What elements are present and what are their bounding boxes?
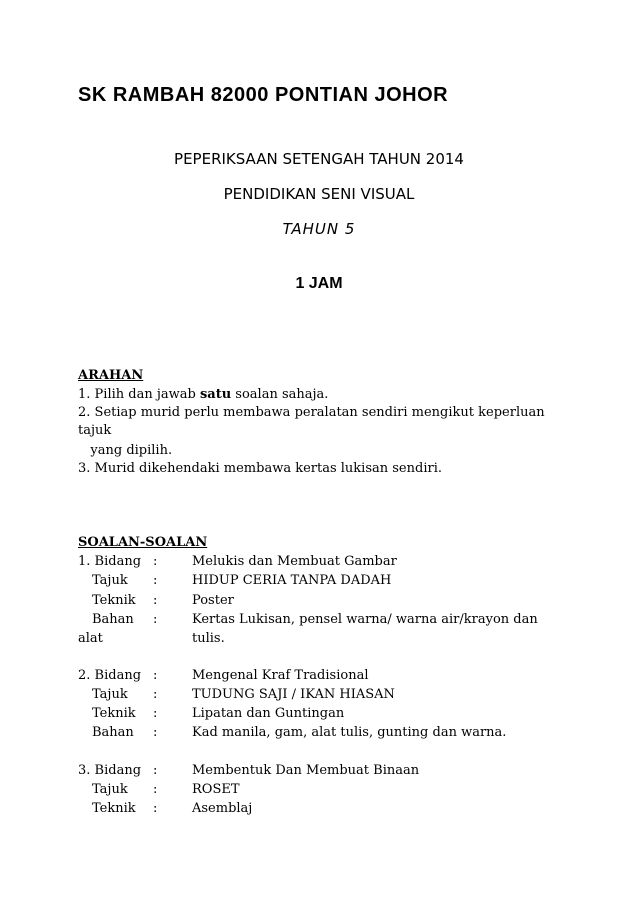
arahan-line-1-bold: satu <box>199 387 232 402</box>
arahan-line-2-cont: tajuk <box>78 423 112 438</box>
q3-tajuk-value: ROSET <box>192 782 240 797</box>
q3-teknik-label: Teknik <box>92 801 136 816</box>
colon: : <box>153 725 158 740</box>
q2-teknik-value: Lipatan dan Guntingan <box>192 706 345 721</box>
q1-bahan-label-2: alat <box>78 631 103 646</box>
colon: : <box>153 782 158 797</box>
duration-label: 1 JAM <box>295 275 343 292</box>
arahan-line-1-pre: 1. Pilih dan jawab <box>78 387 200 402</box>
q1-teknik-label: Teknik <box>92 593 136 608</box>
school-title: SK RAMBAH 82000 PONTIAN JOHOR <box>78 84 449 106</box>
arahan-line-2-cont2: yang dipilih. <box>78 443 173 458</box>
colon: : <box>153 612 158 627</box>
q2-tajuk-value: TUDUNG SAJI / IKAN HIASAN <box>192 687 395 702</box>
q2-teknik-label: Teknik <box>92 706 136 721</box>
arahan-heading: ARAHAN <box>78 368 144 383</box>
q1-tajuk-value: HIDUP CERIA TANPA DADAH <box>192 573 392 588</box>
colon: : <box>153 593 158 608</box>
colon: : <box>153 668 158 683</box>
q2-bahan-label: Bahan <box>92 725 134 740</box>
arahan-line-2: 2. Setiap murid perlu membawa peralatan sendiri mengikut keperluan <box>78 405 545 420</box>
q1-bidang-value: Melukis dan Membuat Gambar <box>192 554 397 569</box>
soalan-heading: SOALAN-SOALAN <box>78 535 208 550</box>
q1-bahan-value-2: tulis. <box>192 631 225 646</box>
arahan-line-1-post: soalan sahaja. <box>231 387 329 402</box>
q2-tajuk-label: Tajuk <box>92 687 128 702</box>
colon: : <box>153 554 158 569</box>
colon: : <box>153 706 158 721</box>
subject-title: PENDIDIKAN SENI VISUAL <box>223 185 415 203</box>
q1-bahan-label: Bahan <box>92 612 134 627</box>
arahan-line-3: 3. Murid dikehendaki membawa kertas lukisan sendiri. <box>78 461 442 476</box>
q3-teknik-value: Asemblaj <box>192 801 253 816</box>
q1-teknik-value: Poster <box>192 593 234 608</box>
colon: : <box>153 573 158 588</box>
colon: : <box>153 801 158 816</box>
q1-tajuk-label: Tajuk <box>92 573 128 588</box>
q3-bidang-label: 3. Bidang <box>78 763 142 778</box>
q2-bidang-label: 2. Bidang <box>78 668 142 683</box>
q1-bahan-value: Kertas Lukisan, pensel warna/ warna air/krayon dan <box>192 612 538 627</box>
year-label: TAHUN 5 <box>282 220 356 238</box>
colon: : <box>153 763 158 778</box>
q3-bidang-value: Membentuk Dan Membuat Binaan <box>192 763 420 778</box>
colon: : <box>153 687 158 702</box>
exam-title: PEPERIKSAAN SETENGAH TAHUN 2014 <box>174 150 464 168</box>
q2-bidang-value: Mengenal Kraf Tradisional <box>192 668 369 683</box>
arahan-line-1 <box>78 386 328 404</box>
q2-bahan-value: Kad manila, gam, alat tulis, gunting dan warna. <box>192 725 507 740</box>
q3-tajuk-label: Tajuk <box>92 782 128 797</box>
q1-bidang-label: 1. Bidang <box>78 554 142 569</box>
